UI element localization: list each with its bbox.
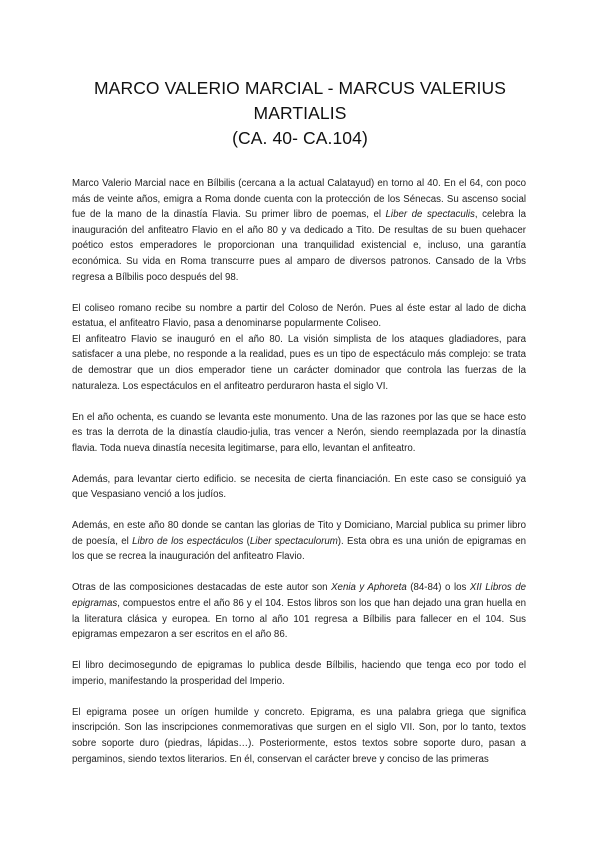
paragraph-epigrama-origen: El epigrama posee un orígen humilde y concreto. Epigrama, es una palabra griega que significa inscripción. Son las inscripciones conmemorativas que surgen en el siglo VII. Son, por lo tanto, textos sobre soporte duro (piedras, lápidas…). Posteriormente, estos textos sobre soporte duro, pasan a pergaminos, siendo textos literarios. En él, conservan el carácter breve y conciso de las primeras xyxy=(72,706,526,765)
paragraph-anfiteatro: El anfiteatro Flavio se inauguró en el año 80. La visión simplista de los ataques gladiadores, para satisfacer a una plebe, no responde a la realidad, pues es un tipo de espectáculo más complejo: se trata de demostrar que un dios emperador tiene un carácter dominador que controla las fuerzas de la naturaleza. Los espectáculos en el anfiteatro perduraron hasta el siglo VI. xyxy=(72,333,526,392)
paragraph-financiacion: Además, para levantar cierto edificio. se necesita de cierta financiación. En este caso se consiguió ya que Vespasiano venció a los judíos. xyxy=(72,473,526,501)
paragraph-libro-decimosegundo: El libro decimosegundo de epigramas lo publica desde Bílbilis, haciendo que tenga eco por todo el imperio, manifestando la prosperidad del Imperio. xyxy=(72,660,526,687)
paragraph-libro-espectaculos xyxy=(72,518,526,565)
book-title-liber-spectaculorum: Liber spectaculorum xyxy=(249,535,338,547)
paragraph-text: Marco Valerio Marcial nace en Bílbilis (cercana a la actual Calatayud) en torno al 40. En el 64, con poco más de veinte años, emigra a Roma donde cuenta con la protección de los Sénecas. Su ascenso social fue de la mano de la dinastía Flavia. Su primer libro de poemas, el xyxy=(72,178,526,221)
paragraph-text: Además, en este año 80 donde se cantan las glorias de Tito y Domiciano, Marcial publica su primer libro de poesía, el xyxy=(72,520,526,547)
paragraph-ano-ochenta: En el año ochenta, es cuando se levanta este monumento. Una de las razones por las que se hace esto es tras la derrota de la dinastía claudio-julia, tras vencer a Nerón, siendo reemplazada por la dinastía flavia. Toda nueva dinastía necesita legitimarse, para ello, levantan el anfiteatro. xyxy=(72,411,526,454)
paragraph-coliseo-name: El coliseo romano recibe su nombre a partir del Coloso de Nerón. Pues al éste estar al lado de dicha estatua, el anfiteatro Flavio, pasa a denominarse popularmente Coliseo. xyxy=(72,302,526,330)
book-title-libro-espectaculos: Libro de los espectáculos xyxy=(132,535,244,547)
book-title-liber-de-spectaculis: Liber de spectaculis xyxy=(385,209,475,221)
book-title-xii-libros: XII Libros de epigramas xyxy=(72,582,526,610)
book-title-xenia: Xenia y Aphoreta xyxy=(331,582,407,594)
paragraph-text: , compuestos entre el año 86 y el 104. Estos libros son los que han dejado una gran huella en la literatura clásica y europea. En torno al año 101 regresa a Bílbilis para fallecer en el 104. Sus epigramas empezaron a ser escritos en el año 86. xyxy=(72,598,526,641)
document-body xyxy=(72,176,526,783)
paragraph-text: , celebra la inauguración del anfiteatro Flavio en el año 80 y va dedicado a Tito. De resultas de su buen quehacer poético estos emperadores le proporcionan una tranquilidad existencial e, incluso, una garantía económica. Su vida en Roma transcurre pues al amparo de diversos patronos. Cansado de la Vrbs regresa a Bílbilis poco después del 98. xyxy=(72,209,526,283)
paragraph-text: ). Esta obra es una unión de epigramas en los que se recrea la inauguración del anfiteatro Flavio. xyxy=(72,535,527,563)
paragraph-composiciones xyxy=(72,580,526,642)
document-title xyxy=(60,76,540,151)
paragraph-text: Otras de las composiciones destacadas de este autor son xyxy=(72,582,332,594)
paragraph-text: ( xyxy=(243,535,250,547)
paragraph-biography xyxy=(72,176,526,285)
title-line-2: MARTIALIS xyxy=(253,103,347,123)
paragraph-text: (84-84) o los xyxy=(406,582,470,594)
title-line-1: MARCO VALERIO MARCIAL - MARCUS VALERIUS xyxy=(94,78,506,98)
title-line-3: (CA. 40- CA.104) xyxy=(232,128,368,148)
